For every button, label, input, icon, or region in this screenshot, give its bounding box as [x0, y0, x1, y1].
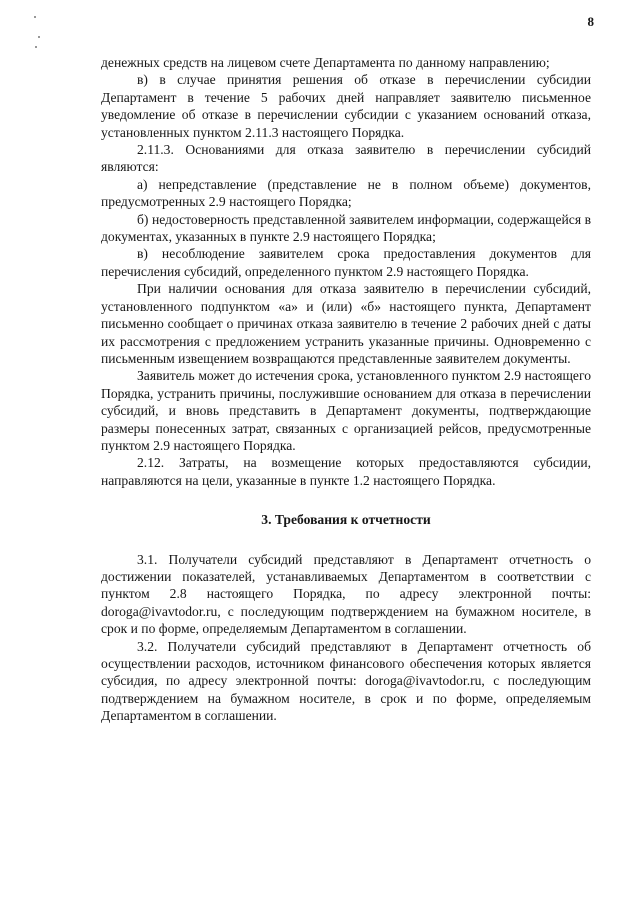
paragraph-2-11-3: 2.11.3. Основаниями для отказа заявителю в перечислении субсидий являются: [101, 142, 591, 175]
page-number: 8 [587, 14, 594, 29]
paragraph-refusal-grounds: При наличии основания для отказа заявителю в перечислении субсидий, установленного подпунктом «а» и (или) «б» настоящего пункта, Департамент письменно сообщает о причинах отказа заявителю в течение 2 рабочих дней с даты их рассмотрения с предложением устранить указанные причины. Одновременно с письменным извещением возвращаются представленные заявителем документы. [101, 281, 591, 366]
paragraph-item-a: а) непредставление (представление не в полном объеме) документов, предусмотренных 2.9 настоящего Порядка; [101, 176, 591, 210]
paragraph-item-v: в) несоблюдение заявителем срока предоставления документов для перечисления субсидий, определенного пунктом 2.9 настоящего Порядка. [101, 246, 591, 279]
paragraph-3-1: 3.1. Получатели субсидий представляют в Департамент отчетность о достижении показателей, устанавливаемых Департаментом в соответствии с пунктом 2.8 настоящего Порядка, по адресу электронной почты: doroga@ivavtodor.ru, с последующим подтверждением на бумажном носителе, в срок и по форме, определяемым Департаментом в соглашении. [101, 551, 591, 637]
document-body [101, 54, 591, 725]
paragraph-continuation: денежных средств на лицевом счете Департамента по данному направлению; [101, 55, 550, 70]
paragraph-item-v-refusal: в) в случае принятия решения об отказе в перечислении субсидии Департамент в течение 5 рабочих дней направляет заявителю письменное уведомление об отказе в перечислении субсидии с указанием оснований отказа, установленных пунктом 2.11.3 настоящего Порядка. [101, 72, 591, 140]
paragraph-resubmission: Заявитель может до истечения срока, установленного пунктом 2.9 настоящего Порядка, устранить причины, послужившие основанием для отказа в перечислении субсидий, и вновь представить в Департамент документы, подтверждающие размеры понесенных затрат, связанных с организацией рейсов, предусмотренные пунктом 2.9 настоящего Порядка. [101, 368, 591, 453]
paragraph-2-12: 2.12. Затраты, на возмещение которых предоставляются субсидии, направляются на цели, указанные в пункте 1.2 настоящего Порядка. [101, 455, 591, 488]
paragraph-3-2: 3.2. Получатели субсидий представляют в Департамент отчетность об осуществлении расходов, источником финансового обеспечения которых является субсидия, по адресу электронной почты: doroga@ivavtodor.ru, с последующим подтверждением на бумажном носителе, в срок и по форме, определяемым Департаментом в соглашении. [101, 638, 591, 724]
section-heading: 3. Требования к отчетности [261, 512, 431, 528]
paragraph-item-b: б) недостоверность представленной заявителем информации, содержащейся в документах, указанных в пункте 2.9 настоящего Порядка; [101, 211, 591, 245]
scan-margin-marks [30, 10, 44, 50]
